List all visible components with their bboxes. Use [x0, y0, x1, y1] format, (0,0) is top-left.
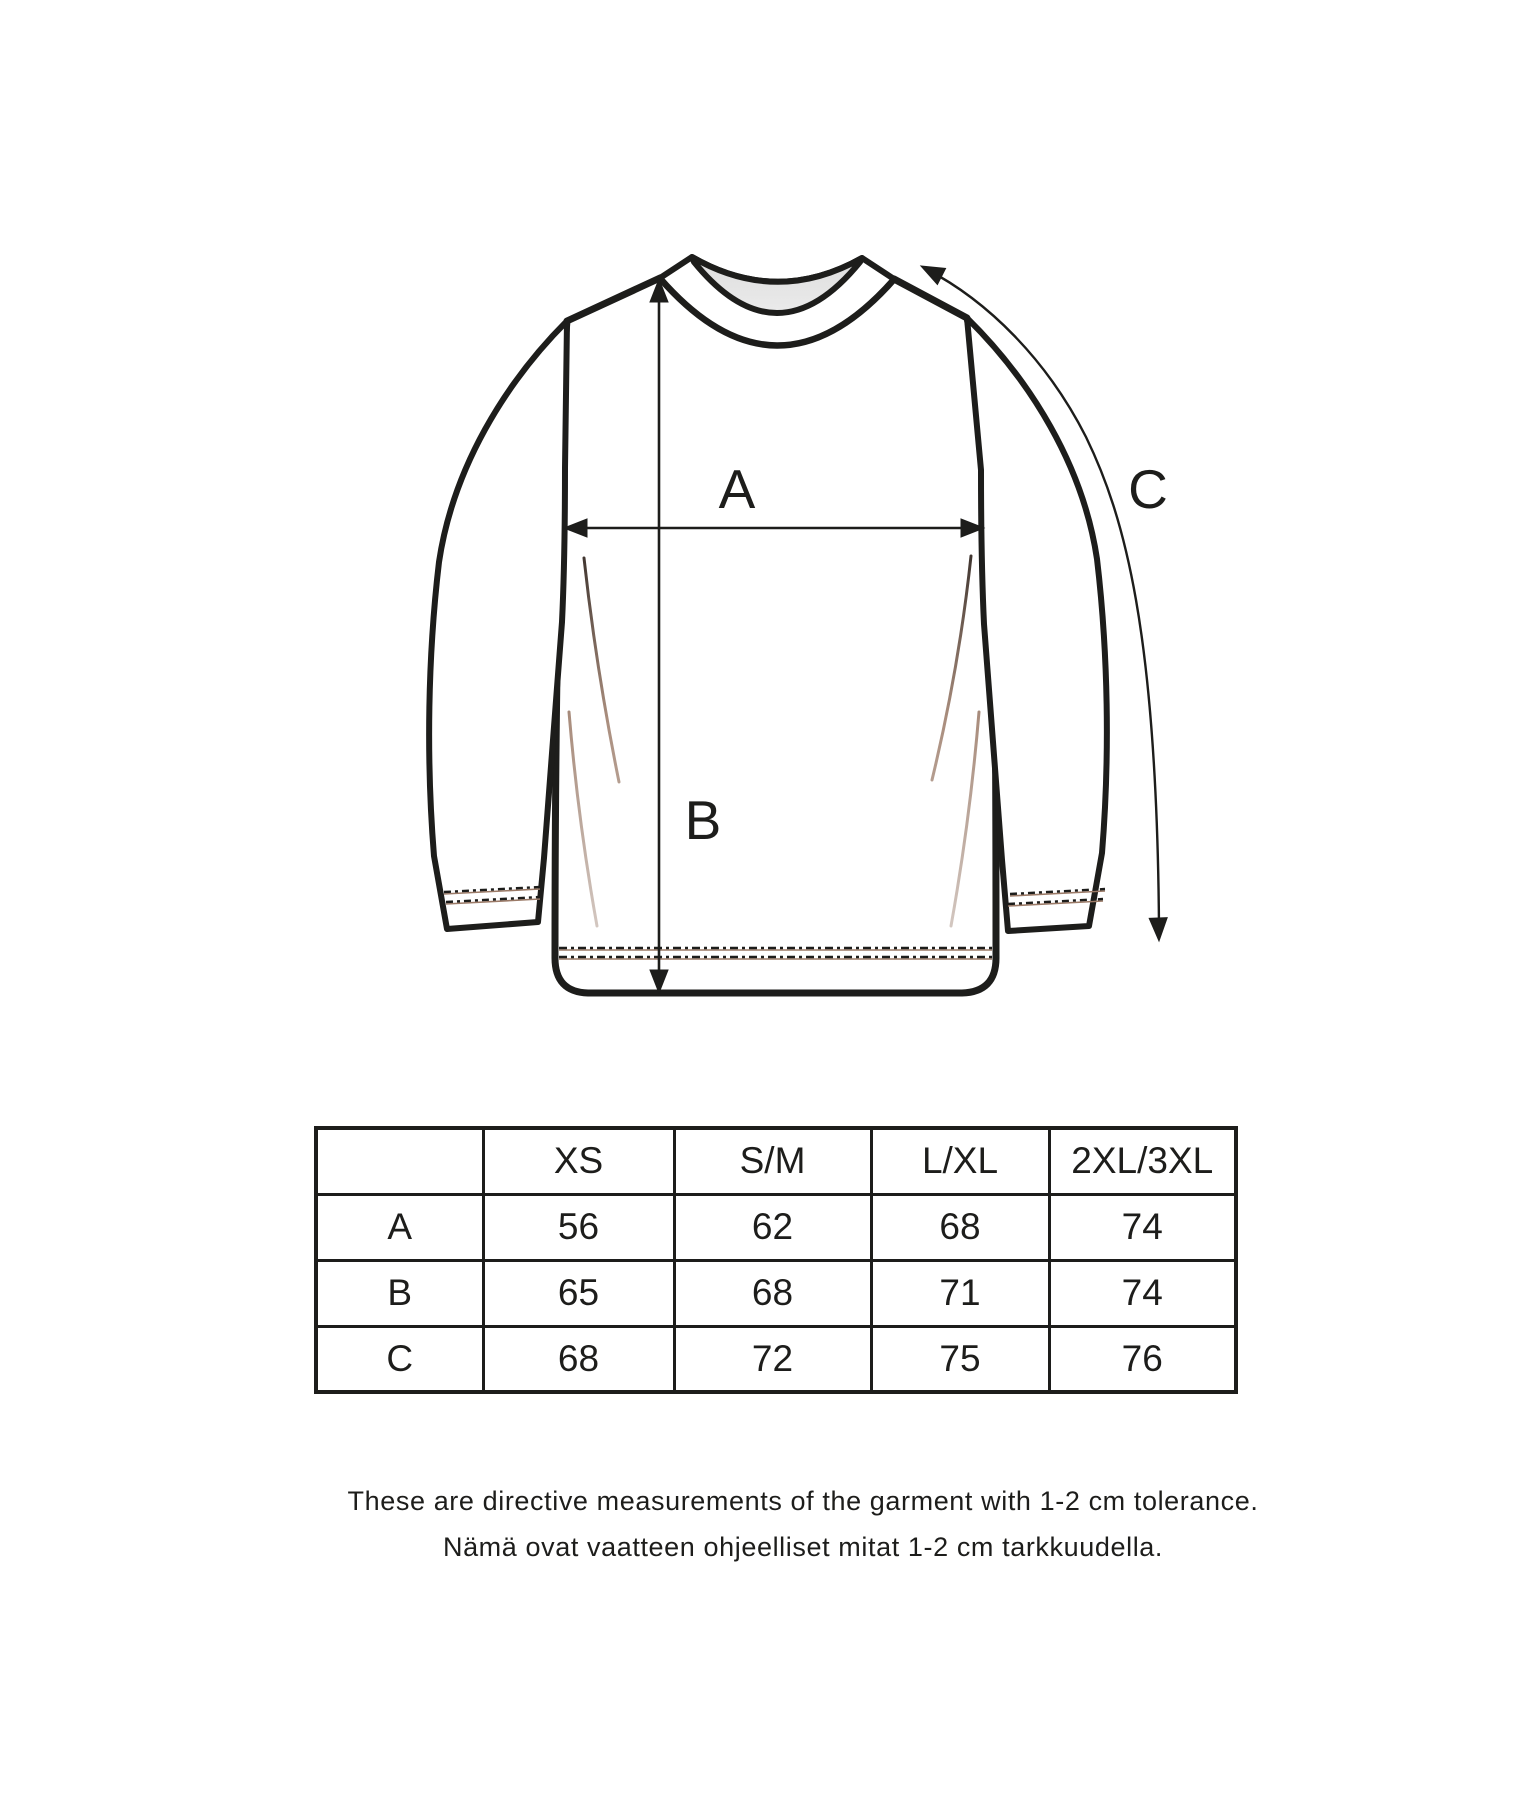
cell-a-2xl3xl: 74 — [1049, 1194, 1236, 1260]
col-header-xs: XS — [483, 1128, 674, 1194]
cell-c-2xl3xl: 76 — [1049, 1326, 1236, 1392]
tolerance-note-fi: Nämä ovat vaatteen ohjeelliset mitat 1-2 cm tarkkuudella. — [442, 1532, 1164, 1562]
cell-b-sm: 68 — [674, 1260, 871, 1326]
left-sleeve — [429, 321, 567, 929]
measure-label-a: A — [718, 458, 756, 520]
row-label-b: B — [316, 1260, 483, 1326]
cell-c-sm: 72 — [674, 1326, 871, 1392]
size-table-header-row — [316, 1128, 1236, 1194]
cell-c-lxl: 75 — [871, 1326, 1049, 1392]
col-header-lxl: L/XL — [871, 1128, 1049, 1194]
cell-a-xs: 56 — [483, 1194, 674, 1260]
cell-b-2xl3xl: 74 — [1049, 1260, 1236, 1326]
cell-c-xs: 68 — [483, 1326, 674, 1392]
col-header-sm: S/M — [674, 1128, 871, 1194]
table-row — [316, 1326, 1236, 1392]
sweatshirt-body — [555, 278, 996, 993]
measure-label-b: B — [684, 789, 722, 851]
table-row — [316, 1260, 1236, 1326]
cell-a-lxl: 68 — [871, 1194, 1049, 1260]
tolerance-note — [303, 1478, 1303, 1570]
cell-b-lxl: 71 — [871, 1260, 1049, 1326]
table-row — [316, 1194, 1236, 1260]
cell-a-sm: 62 — [674, 1194, 871, 1260]
measure-label-c: C — [1128, 458, 1168, 520]
col-header-2xl3xl: 2XL/3XL — [1049, 1128, 1236, 1194]
size-table — [314, 1126, 1238, 1394]
tolerance-note-en: These are directive measurements of the garment with 1-2 cm tolerance. — [347, 1486, 1259, 1516]
corner-cell — [316, 1128, 483, 1194]
row-label-a: A — [316, 1194, 483, 1260]
row-label-c: C — [316, 1326, 483, 1392]
arrowhead-upleft-icon — [917, 258, 946, 284]
arrowhead-down-icon — [1149, 918, 1168, 942]
cell-b-xs: 65 — [483, 1260, 674, 1326]
